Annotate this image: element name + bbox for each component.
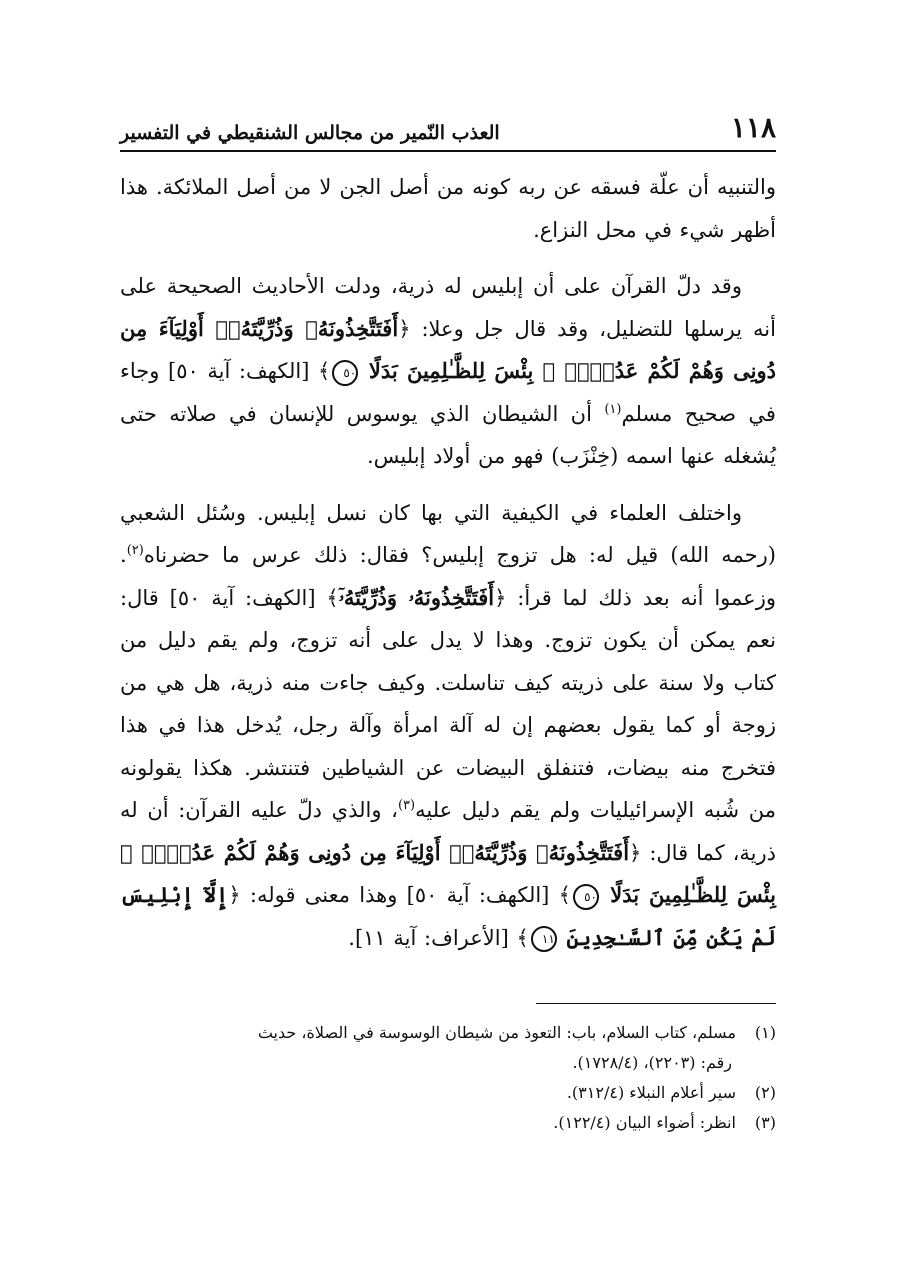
paragraph-2 bbox=[120, 265, 776, 478]
footnote-ref-3[interactable]: (٣) bbox=[397, 798, 416, 813]
footnote-ref-1[interactable]: (١) bbox=[604, 401, 622, 417]
page-number: ١١٨ bbox=[730, 111, 776, 144]
footnote-3 bbox=[120, 1108, 776, 1138]
page bbox=[120, 110, 776, 959]
paragraph-3-text-d: ، والذي دلّ عليه القرآن: أن له ذرية، كما قال: bbox=[120, 798, 776, 865]
ornate-bracket-close: ﴾ bbox=[317, 359, 331, 383]
paragraph-3-text-b: . وزعموا أنه بعد ذلك لما قرأ: bbox=[120, 543, 776, 610]
footnote-text: انظر: أضواء البيان (١٢٢/٤). bbox=[553, 1113, 736, 1132]
ornate-bracket-open: ﴿ bbox=[398, 316, 411, 341]
ornate-bracket-close: ﴾ bbox=[326, 585, 339, 610]
paragraph-2-text-a: وقد دلّ القرآن على أن إبليس له ذرية، ودلت الأحاديث الصحيحة على أنه يرسلها للتضليل، وقد قال جل وعلا: bbox=[120, 274, 776, 341]
footnote-separator bbox=[536, 1003, 776, 1004]
quran-verse: أَفَتَتَّخِذُونَهُۥ وَذُرِّيَّتَهُۥٓ أَوْلِيَآءَ مِن دُونِى وَهُمْ لَكُمْ عَدُوٌّۢ ۚ بِئْسَ لِلظَّـٰلِمِينَ بَدَلًا bbox=[120, 315, 776, 383]
paragraph-3-text-a: واختلف العلماء في الكيفية التي بها كان نسل إبليس. وسُئل الشعبي (رحمه الله) قيل له: هل تزوج إبليس؟ فقال: ذلك عرس ما حضرناه bbox=[120, 500, 776, 567]
footnote-number: (١) bbox=[754, 1023, 776, 1042]
paragraph-2-text-b: [الكهف: آية ٥٠] وجاء في صحيح مسلم bbox=[120, 359, 776, 426]
body-text bbox=[120, 166, 776, 959]
footnote-number: (٢) bbox=[754, 1083, 776, 1102]
quran-verse: أَفَتَتَّخِذُونَهُۥ وَذُرِّيَّتَهُۥٓ أَوْلِيَآءَ مِن دُونِى وَهُمْ لَكُمْ عَدُوٌّۢ ۚ بِئْسَ لِلظَّـٰلِمِينَ بَدَلًا bbox=[120, 839, 776, 907]
footnote-text: سير أعلام النبلاء (٣١٢/٤). bbox=[566, 1083, 736, 1102]
quran-verse: أَفَتَتَّخِذُونَهُۥ وَذُرِّيَّتَهُۥٓ bbox=[338, 584, 495, 610]
paragraph-1: والتنبيه أن علّة فسقه عن ربه كونه من أصل الجن لا من أصل الملائكة. هذا أظهر شيء في محل النزاع. bbox=[120, 175, 776, 242]
running-title: العذب النّمير من مجالس الشنقيطي في التفسير bbox=[120, 122, 500, 144]
running-header bbox=[120, 110, 776, 144]
footnote-text: مسلم، كتاب السلام، باب: التعوذ من شيطان الوسوسة في الصلاة، حديث bbox=[257, 1023, 736, 1042]
footnote-number: (٣) bbox=[754, 1113, 776, 1132]
footnote-text-continued: رقم: (٢٢٠٣)، (١٧٢٨/٤). bbox=[572, 1053, 732, 1072]
footnotes bbox=[120, 1018, 776, 1138]
paragraph-2-text-c: أن الشيطان الذي يوسوس للإنسان في صلاته حتى يُشغله عنها اسمه (خِنْزَب) فهو من أولاد إبليس. bbox=[120, 401, 776, 468]
footnote-ref-2[interactable]: (٢) bbox=[126, 543, 144, 558]
verse-number-marker: ٥٠ bbox=[332, 360, 358, 386]
verse-number-marker: ١١ bbox=[531, 926, 557, 952]
ornate-bracket-close: ﴾ bbox=[558, 883, 571, 907]
ornate-bracket-open: ﴿ bbox=[494, 585, 507, 610]
paragraph-3 bbox=[120, 492, 776, 960]
footnote-1 bbox=[120, 1018, 776, 1078]
ornate-bracket-close: ﴾ bbox=[516, 925, 529, 950]
quran-verse: إِلَّآ إِبْلِيسَ لَمْ يَكُن مِّنَ ٱلسَّـٰجِدِينَ bbox=[120, 882, 776, 950]
header-rule bbox=[120, 150, 776, 152]
ornate-bracket-open: ﴿ bbox=[228, 883, 241, 907]
paragraph-3-text-c: [الكهف: آية ٥٠] قال: نعم يمكن أن يكون تزوج. وهذا لا يدل على أنه تزوج، ولم يقم دليل من كتاب ولا سنة على ذريته كيف تناسلت. وكيف جاءت منه ذرية، هل هي من زوجة أو كما يقول بعضهم إن له آلة امرأة وآلة رجل، يُدخل هذا في هذا فتخرج منه بيضات، فتنفلق البيضات عن الشياطين فتنتشر. هكذا يقولونه من شُبه الإسرائيليات ولم يقم دليل عليه bbox=[120, 585, 776, 822]
paragraph-3-text-e: [الكهف: آية ٥٠] وهذا معنى قوله: bbox=[249, 883, 550, 907]
paragraph-3-text-f: [الأعراف: آية ١١]. bbox=[348, 925, 509, 950]
verse-number-marker: ٥٠ bbox=[573, 884, 599, 910]
ornate-bracket-open: ﴿ bbox=[629, 840, 642, 865]
footnote-2 bbox=[120, 1078, 776, 1108]
